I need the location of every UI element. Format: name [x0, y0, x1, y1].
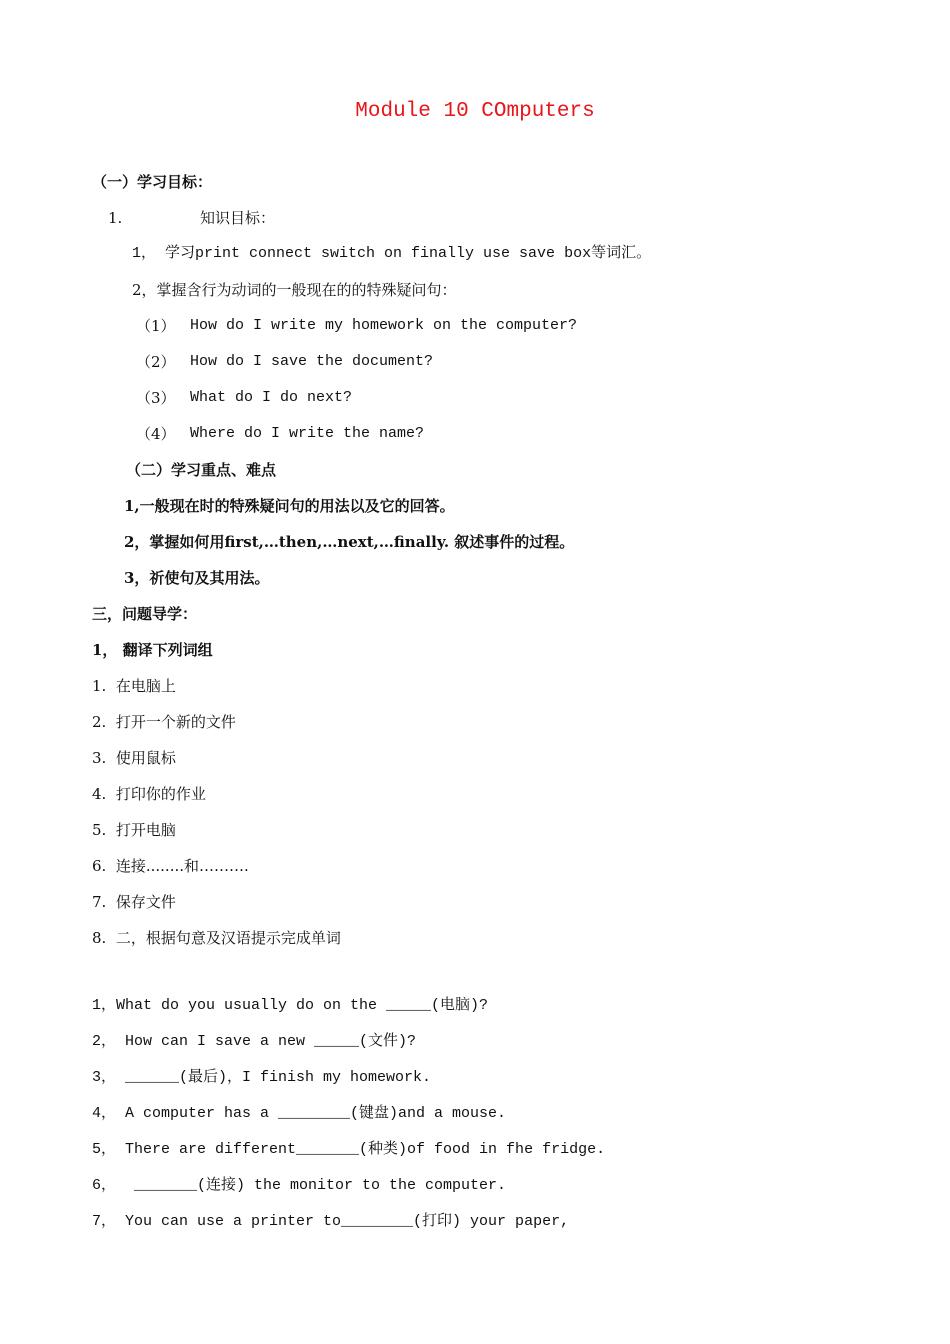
objective-1: 1， 学习print connect switch on finally use save box等词汇。 [132, 245, 652, 262]
section3-heading: 三，问题导学： [92, 605, 198, 623]
phrase-item: 1. 在电脑上 [92, 677, 176, 695]
phrase-item: 3. 使用鼠标 [92, 749, 176, 767]
objective-2: 2，掌握含行为动词的一般现在的的特殊疑问句： [132, 281, 457, 299]
phrase-item: 7. 保存文件 [92, 893, 176, 911]
section2-heading: （二）学习重点、难点 [126, 461, 277, 479]
fill-blank-item: 2， How can I save a new _____(文件)? [92, 1033, 417, 1050]
question-text: What do I do next? [190, 389, 353, 406]
fill-blank-item: 7， You can use a printer to________(打印) your paper, [92, 1213, 570, 1230]
question-num: （1） [136, 317, 176, 335]
question-num: （3） [136, 389, 176, 407]
phrase-item: 8. 二，根据句意及汉语提示完成单词 [92, 929, 341, 947]
question-num: （2） [136, 353, 176, 371]
fill-blank-item: 5， There are different_______(种类)of food in fhe fridge. [92, 1141, 606, 1158]
section1-heading: （一）学习目标： [92, 173, 213, 191]
knowledge-label: 知识目标： [200, 209, 276, 227]
phrase-item: 4. 打印你的作业 [92, 785, 206, 803]
keypoint-1: 1,一般现在时的特殊疑问句的用法以及它的回答。 [124, 497, 455, 515]
phrase-item: 6. 连接........和………. [92, 857, 249, 875]
question-text: How do I write my homework on the computer? [190, 317, 578, 334]
question-text: How do I save the document? [190, 353, 434, 370]
question-num: （4） [136, 425, 176, 443]
knowledge-num: 1. [108, 209, 123, 227]
document-title: Module 10 COmputers [355, 100, 595, 123]
fill-blank-item: 3， ______(最后)，I finish my homework. [92, 1069, 432, 1086]
phrase-item: 5. 打开电脑 [92, 821, 176, 839]
translate-heading: 1， 翻译下列词组 [92, 641, 213, 659]
phrase-item: 2. 打开一个新的文件 [92, 713, 236, 731]
fill-blank-item: 4， A computer has a ________(键盘)and a mouse. [92, 1105, 507, 1122]
fill-blank-item: 6， _______(连接) the monitor to the computer. [92, 1177, 507, 1194]
keypoint-2: 2，掌握如何用first,…then,…next,…finally. 叙述事件的过程。 [124, 533, 575, 551]
keypoint-3: 3，祈使句及其用法。 [124, 569, 270, 587]
question-text: Where do I write the name? [190, 425, 425, 442]
fill-blank-item: 1，What do you usually do on the _____(电脑)? [92, 997, 489, 1014]
